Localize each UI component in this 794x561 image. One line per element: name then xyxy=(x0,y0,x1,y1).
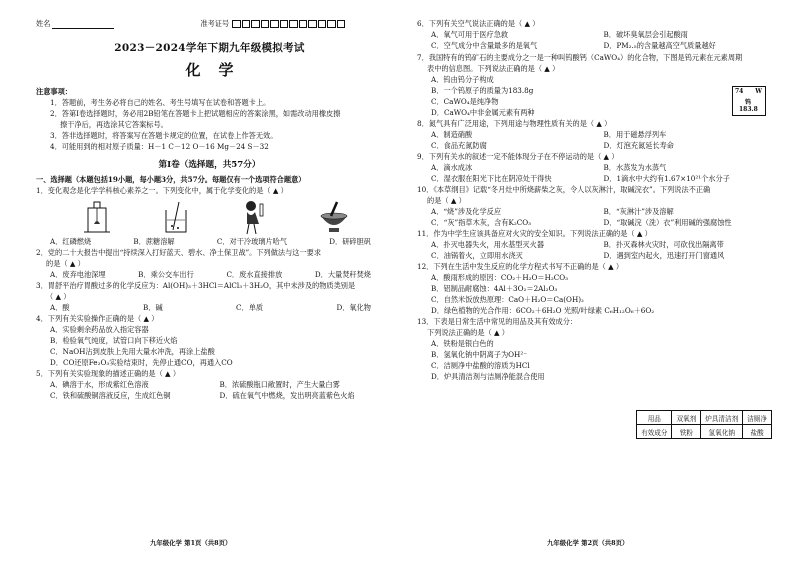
table-row xyxy=(637,411,772,425)
answer-option[interactable]: C．CaWO₄是纯净物 xyxy=(431,97,499,106)
question-stem: 12．下列在生活中发生反应的化学方程式书写不正确的是（ ▲ ） xyxy=(417,262,624,271)
name-field[interactable] xyxy=(52,20,114,29)
question-stem: 表中的信息图。下列说法正确的是（ ▲ ） xyxy=(427,64,560,73)
header-row xyxy=(36,18,383,30)
tungsten-element-cell xyxy=(732,86,768,118)
question xyxy=(417,151,770,184)
question-stem: 11．作为中学生应该具备应对火灾的安全知识。下列说法正确的是（ ▲ ） xyxy=(417,229,652,238)
note-item: 3．答非选择题时，将答案写在答题卡规定的位置，在试卷上作答无效。 xyxy=(50,131,278,140)
question xyxy=(36,313,383,368)
answer-option[interactable]: D．大量焚秆焚烧 xyxy=(314,270,371,279)
answer-option[interactable]: A．酸雨形成的原因：CO₂＋H₂O＝H₂CO₃ xyxy=(431,273,568,282)
answer-option[interactable]: A．铁粉是银白色的 xyxy=(431,339,494,348)
page-footer: 九年级化学 第2页（共8页） xyxy=(547,539,629,547)
question xyxy=(36,247,383,280)
answer-option[interactable]: B．用于磁悬浮列车 xyxy=(603,130,667,139)
question xyxy=(417,261,770,316)
answer-option[interactable]: B．“灰淋汁”涉及溶解 xyxy=(603,207,674,216)
question xyxy=(417,184,770,228)
answer-option[interactable]: C．油锅着火，立即用水浇灭 xyxy=(431,251,523,260)
answer-option[interactable]: C．对干冷玻璃片哈气 xyxy=(216,237,288,246)
answer-option[interactable]: A．“烧”涉及化学反应 xyxy=(431,207,502,216)
options xyxy=(417,272,770,316)
answer-option[interactable]: B．检验氧气纯度，试管口向下移近火焰 xyxy=(50,336,178,345)
question xyxy=(36,280,383,313)
answer-option[interactable]: A．红磷燃烧 xyxy=(50,237,92,246)
answer-option[interactable]: D．“取碱浣（洗）衣”利用碱的强腐蚀性 xyxy=(603,218,732,227)
section-instruction: 一、选择题（本题包括19小题，每小题3分，共57分。每题仅有一个选项符合题意） xyxy=(36,175,306,184)
ticket-label: 准考证号 xyxy=(200,19,230,28)
question-stem: 的是（ ▲ ） xyxy=(46,259,85,268)
answer-option[interactable]: C．“灰”指草木灰，含有K₂CO₃ xyxy=(431,218,532,227)
answer-option[interactable]: B．一个钨原子的质量为183.8g xyxy=(431,86,534,95)
answer-option[interactable]: A．扑灭电器失火，用水基型灭火器 xyxy=(431,240,545,249)
question-stem: 6．下列有关空气说法正确的是（ ▲ ） xyxy=(417,19,540,28)
question-stem: 10．《本草纲目》记载“冬月灶中所烧薪柴之灰，令人以灰淋汁，取碱浣衣”。下列说法不正确 xyxy=(417,185,711,194)
answer-option[interactable]: D．灯泡充氮延长寿命 xyxy=(603,141,674,150)
note-item: 擦干净后，再选涂其它答案标号。 xyxy=(60,120,168,129)
answer-option[interactable]: D．CO还原Fe₂O₃实验结束时，先停止通CO，再通入CO xyxy=(50,358,233,367)
answer-option[interactable]: D．遇到室内起火，迅速打开门窗通风 xyxy=(603,251,725,260)
answer-option[interactable]: B．铝制品耐腐蚀：4Al＋3O₂＝2Al₂O₃ xyxy=(431,284,558,293)
sugar-dissolving-figure xyxy=(159,198,193,236)
question-stem: 7．我国特有的钨矿石的主要成分之一是一种叫钨酸钙（CaWO₄）的化合物，下图是钨元素在元素周期 xyxy=(417,53,743,62)
name-label: 姓名 xyxy=(36,19,51,28)
options xyxy=(36,302,383,313)
options xyxy=(36,236,383,247)
answer-option[interactable]: D．PM₂.₅的含量越高空气质量越好 xyxy=(603,41,716,50)
table-cell: 炉具清洁剂 xyxy=(701,411,743,425)
table-row xyxy=(637,425,772,439)
table-cell: 氢氧化钠 xyxy=(701,425,743,439)
answer-option[interactable]: B．水蒸发为水蒸气 xyxy=(603,163,667,172)
note-item: 1．答题前，考生务必将自己的姓名、考生号填写在试卷和答题卡上。 xyxy=(50,98,271,107)
product-table xyxy=(636,410,772,439)
answer-option[interactable]: C．洁厕净中盐酸的溶质为HCl xyxy=(431,361,530,370)
q1-figures xyxy=(36,196,383,236)
answer-option[interactable]: D．氧化物 xyxy=(336,303,371,312)
grinding-mortar-figure xyxy=(317,198,351,236)
answer-option[interactable]: B．乘公交车出行 xyxy=(138,270,194,279)
question-stem: 3．胃舒平治疗胃酸过多的化学反应为：Al(OH)₃＋3HCl＝AlCl₃＋3H₂O，其中未涉及的物质类别是 xyxy=(36,281,356,290)
answer-option[interactable]: D．1滴水中大约有1.67×10²¹个水分子 xyxy=(603,174,730,183)
question-stem: 8．氮气具有广泛用途，下列用途与物理性质有关的是（ ▲ ） xyxy=(417,119,612,128)
answer-option[interactable]: B．氢氧化钠中阴离子为OH²⁻ xyxy=(431,350,527,359)
question-stem: 1．变化观念是化学学科核心素养之一。下列变化中，属于化学变化的是（ ▲ ） xyxy=(36,186,288,195)
answer-option[interactable]: A．碘溶于水，形成紫红色溶液 xyxy=(50,380,149,389)
question-stem: 2．党的二十大报告中提出“持续深入打好蓝天、碧水、净土保卫战”。下列做法与这一要求 xyxy=(36,248,322,257)
options xyxy=(36,379,383,401)
answer-option[interactable]: B．蔗糖溶解 xyxy=(133,237,175,246)
note-item: 2．答第Ⅰ卷选择题时，务必用2B铅笔在答题卡上把试题相应的答案涂黑，如需改动用橡皮擦 xyxy=(50,109,341,118)
question-stem: 9．下列有关水的叙述一定不能体现分子在不停运动的是（ ▲ ） xyxy=(417,152,619,161)
right-page xyxy=(397,0,794,561)
answer-option[interactable]: C．空气成分中含量最多的是氧气 xyxy=(431,41,538,50)
answer-option[interactable]: B．破坏臭氧层会引起酸雨 xyxy=(603,30,688,39)
question xyxy=(36,368,383,401)
table-cell: 有效成分 xyxy=(637,425,672,439)
right-questions xyxy=(417,18,770,382)
answer-option[interactable]: D．绿色植物的光合作用：6CO₂＋6H₂O 光照/叶绿素 C₆H₁₂O₆＋6O₂ xyxy=(431,306,655,315)
table-cell: 盐酸 xyxy=(743,425,772,439)
ticket-number-boxes[interactable] xyxy=(232,20,346,29)
answer-option[interactable]: C．废水直接排放 xyxy=(226,270,283,279)
element-symbol: W xyxy=(755,88,762,95)
element-number: 74 xyxy=(735,88,744,95)
question xyxy=(36,185,383,196)
element-name: 钨 xyxy=(745,99,752,106)
answer-option[interactable]: A．钨由钨分子构成 xyxy=(431,75,494,84)
answer-option[interactable]: C．湿衣服在阳光下比在阴凉处干得快 xyxy=(431,174,552,183)
note-item: 4．可能用到的相对原子质量：H－1 C－12 O－16 Mg－24 S－32 xyxy=(50,142,269,151)
part-title: 第Ⅰ卷（选择题，共57分） xyxy=(158,160,261,170)
question xyxy=(417,316,770,382)
answer-option[interactable]: A．制造硝酸 xyxy=(431,130,473,139)
answer-option[interactable]: B．浓硫酸瓶口敞置时，产生大量白雾 xyxy=(219,380,340,389)
answer-option[interactable]: D．研碎胆矾 xyxy=(329,237,371,246)
notes-section xyxy=(36,86,383,152)
question-1 xyxy=(36,185,383,196)
element-mass: 183.8 xyxy=(739,106,758,113)
options xyxy=(417,206,770,228)
table-cell: 铁粉 xyxy=(672,425,701,439)
answer-option[interactable]: A．实验剩余药品放入指定容器 xyxy=(50,325,149,334)
options xyxy=(417,74,770,118)
question xyxy=(417,52,770,118)
table-cell: 双氧剂 xyxy=(672,411,701,425)
options xyxy=(36,269,383,280)
red-phosphorus-burning-figure xyxy=(80,198,114,236)
breath-on-glass-figure xyxy=(238,198,272,236)
answer-option[interactable]: C．铁和硫酸铜溶液反应，生成红色铜 xyxy=(50,391,171,400)
question-stem: 的是（ ▲ ） xyxy=(427,196,466,205)
options xyxy=(36,324,383,368)
answer-option[interactable]: C．食品充氮防腐 xyxy=(431,141,487,150)
page-footer: 九年级化学 第1页（共8页） xyxy=(150,539,232,547)
subject-title: 化学 xyxy=(185,61,252,79)
question-stem: 4．下列有关实验操作正确的是（ ▲ ） xyxy=(36,314,159,323)
answer-option[interactable]: A．酸 xyxy=(50,303,70,312)
answer-option[interactable]: D．CaWO₄中非金属元素有两种 xyxy=(431,108,535,117)
options xyxy=(417,338,770,382)
answer-option[interactable]: B．扑灭森林火灾时，可砍伐出隔离带 xyxy=(603,240,724,249)
answer-option[interactable]: B．碱 xyxy=(142,303,163,312)
question xyxy=(417,228,770,261)
options xyxy=(417,239,770,261)
table-cell: 洁厕净 xyxy=(743,411,772,425)
options xyxy=(417,162,770,184)
answer-option[interactable]: D．炉具清洁剂与洁厕净能混合使用 xyxy=(431,372,545,381)
answer-option[interactable]: C．自然米饭放热原理：CaO＋H₂O＝Ca(OH)₂ xyxy=(431,295,584,304)
notes-heading: 注意事项： xyxy=(36,87,72,96)
answer-option[interactable]: A．氧气可用于医疗急救 xyxy=(431,30,509,39)
question-stem: （ ▲ ） xyxy=(46,292,71,301)
options xyxy=(417,29,770,51)
options xyxy=(417,129,770,151)
exam-title: 2023－2024学年下期九年级模拟考试 xyxy=(114,42,305,54)
question xyxy=(417,118,770,151)
question-stem: 13．下表是日常生活中常见的用品及其有效成分： xyxy=(417,317,578,326)
table-cell: 用品 xyxy=(637,411,672,425)
left-questions xyxy=(36,236,383,401)
question-stem: 下列说法正确的是（ ▲ ） xyxy=(427,328,509,337)
answer-option[interactable]: A．滴水成冰 xyxy=(431,163,473,172)
answer-option[interactable]: C．NaOH沾到皮肤上先用大量水冲洗，再涂上盐酸 xyxy=(50,347,215,356)
answer-option[interactable]: A．废弃电池深埋 xyxy=(50,270,106,279)
answer-option[interactable]: C．单质 xyxy=(236,303,264,312)
question-stem: 5．下列有关实验现象的描述正确的是（ ▲ ） xyxy=(36,369,181,378)
question xyxy=(417,18,770,51)
answer-option[interactable]: D．硫在氧气中燃烧，发出明亮蓝紫色火焰 xyxy=(219,391,355,400)
